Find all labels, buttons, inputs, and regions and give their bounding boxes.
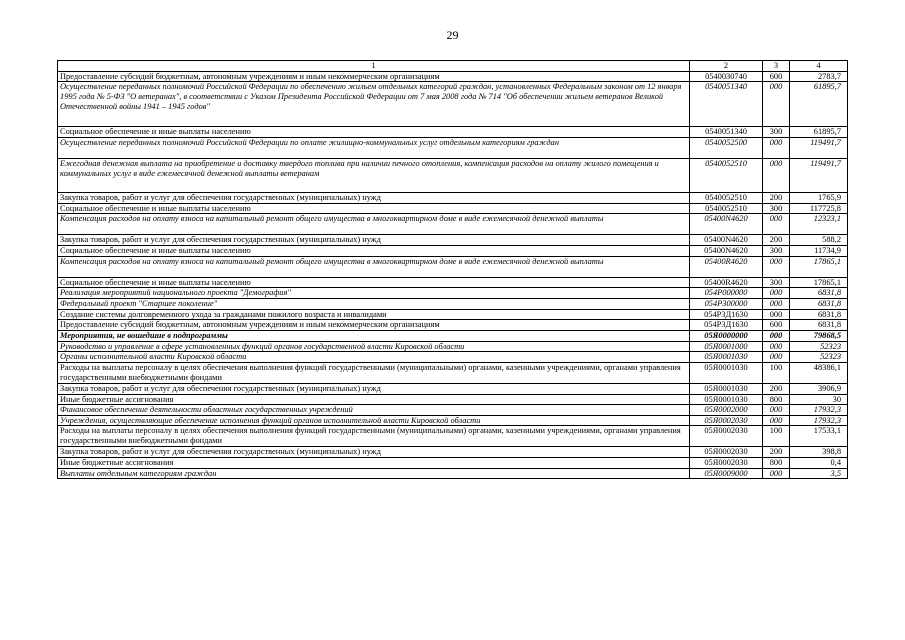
header-col-3: 3 [763,61,790,72]
row-amount-cell: 12323,1 [790,214,848,235]
row-type-cell: 100 [763,426,790,447]
row-type-cell: 000 [763,405,790,416]
table-row [58,320,848,331]
row-type-cell: 800 [763,458,790,469]
header-col-1: 1 [58,61,690,72]
row-amount-cell: 52323 [790,352,848,363]
row-amount-cell: 0,4 [790,458,848,469]
row-code-cell: 0540030740 [690,71,763,82]
row-type-cell: 000 [763,415,790,426]
row-name-cell: Органы исполнительной власти Кировской области [58,352,690,363]
row-type-cell: 800 [763,394,790,405]
row-name-cell: Закупка товаров, работ и услуг для обеспечения государственных (муниципальных) нужд [58,192,690,203]
row-code-cell: 05Я0001030 [690,394,763,405]
row-amount-cell: 398,8 [790,447,848,458]
row-amount-cell: 6831,8 [790,309,848,320]
row-name-cell: Компенсация расходов на оплату взноса на капитальный ремонт общего имущества в многоквартирном доме в виде ежемесячной денежной выплаты [58,256,690,277]
table-row [58,330,848,341]
table-row [58,394,848,405]
row-name-cell: Мероприятия, не вошедшие в подпрограммы [58,330,690,341]
row-amount-cell: 6831,8 [790,288,848,299]
row-amount-cell: 79868,5 [790,330,848,341]
row-name-cell: Социальное обеспечение и иные выплаты населению [58,277,690,288]
row-amount-cell: 119491,7 [790,158,848,192]
row-name-cell: Ежегодная денежная выплата на приобретение и доставку твердого топлива при наличии печного отопления, компенсация расходов на оплату жилого помещения и коммунальных услуг в виде ежемесячной денежной выплаты ветеранам [58,158,690,192]
table-row [58,82,848,127]
row-code-cell: 05Я0001030 [690,352,763,363]
row-type-cell: 000 [763,341,790,352]
table-row [58,137,848,158]
row-name-cell: Расходы на выплаты персоналу в целях обеспечения выполнения функций государственными (муниципальными) органами, казенными учреждениями, органами управления государственными внебюджетными фондами [58,426,690,447]
row-code-cell: 05400N4620 [690,245,763,256]
table-row [58,214,848,235]
row-type-cell: 200 [763,235,790,246]
row-type-cell: 000 [763,256,790,277]
table-row [58,341,848,352]
row-amount-cell: 588,2 [790,235,848,246]
table-row [58,127,848,138]
row-amount-cell: 3906,9 [790,383,848,394]
table-row [58,71,848,82]
row-type-cell: 000 [763,352,790,363]
row-code-cell: 0540052510 [690,158,763,192]
table-row [58,158,848,192]
row-code-cell: 0540052510 [690,203,763,214]
row-type-cell: 200 [763,192,790,203]
header-col-2: 2 [690,61,763,72]
row-amount-cell: 2783,7 [790,71,848,82]
row-type-cell: 300 [763,203,790,214]
row-code-cell: 05Я0001030 [690,362,763,383]
table-header-row [58,61,848,72]
row-code-cell: 054P300000 [690,298,763,309]
row-code-cell: 0540052500 [690,137,763,158]
row-code-cell: 054P000000 [690,288,763,299]
row-type-cell: 000 [763,298,790,309]
row-name-cell: Иные бюджетные ассигнования [58,458,690,469]
row-code-cell: 05400R4620 [690,256,763,277]
row-code-cell: 0540052510 [690,192,763,203]
row-amount-cell: 17533,1 [790,426,848,447]
row-code-cell: 0540051340 [690,82,763,127]
row-type-cell: 000 [763,214,790,235]
row-type-cell: 300 [763,127,790,138]
row-amount-cell: 117725,8 [790,203,848,214]
row-type-cell: 000 [763,158,790,192]
row-type-cell: 600 [763,71,790,82]
row-name-cell: Социальное обеспечение и иные выплаты населению [58,127,690,138]
row-name-cell: Осуществление переданных полномочий Российской Федерации по обеспечению жильем отдельных категорий граждан, установленных Федеральным законом от 12 января 1995 года № 5-ФЗ "О ветеранах", в соответствии с Указом Президента Российской Федерации от 7 мая 2008 года № 714 "Об обеспечении жильем ветеранов Великой Отечественной войны 1941 – 1945 годов" [58,82,690,127]
table-row [58,256,848,277]
row-amount-cell: 52323 [790,341,848,352]
row-amount-cell: 17865,1 [790,277,848,288]
row-name-cell: Предоставление субсидий бюджетным, автономным учреждениям и иным некоммерческим организациям [58,320,690,331]
header-col-4: 4 [790,61,848,72]
table-row [58,192,848,203]
row-type-cell: 100 [763,362,790,383]
row-code-cell: 05400N4620 [690,235,763,246]
row-name-cell: Компенсация расходов на оплату взноса на капитальный ремонт общего имущества в многоквартирном доме в виде ежемесячной денежной выплаты [58,214,690,235]
row-name-cell: Закупка товаров, работ и услуг для обеспечения государственных (муниципальных) нужд [58,235,690,246]
row-amount-cell: 48386,1 [790,362,848,383]
table-row [58,405,848,416]
row-type-cell: 300 [763,245,790,256]
row-name-cell: Руководство и управление в сфере установленных функций органов государственной власти Кировской области [58,341,690,352]
row-code-cell: 05Я0001000 [690,341,763,352]
row-name-cell: Осуществление переданных полномочий Российской Федерации по оплате жилищно-коммунальных услуг отдельным категориям граждан [58,137,690,158]
row-type-cell: 000 [763,137,790,158]
row-name-cell: Иные бюджетные ассигнования [58,394,690,405]
row-type-cell: 000 [763,309,790,320]
row-name-cell: Закупка товаров, работ и услуг для обеспечения государственных (муниципальных) нужд [58,383,690,394]
row-type-cell: 000 [763,330,790,341]
table-row [58,447,848,458]
row-code-cell: 05Я0002000 [690,405,763,416]
row-name-cell: Создание системы долговременного ухода за гражданами пожилого возраста и инвалидами [58,309,690,320]
row-code-cell: 05Я0002030 [690,415,763,426]
table-row [58,458,848,469]
row-amount-cell: 1765,9 [790,192,848,203]
row-amount-cell: 17932,3 [790,415,848,426]
row-type-cell: 200 [763,447,790,458]
row-code-cell: 05Я0002030 [690,447,763,458]
row-amount-cell: 6831,8 [790,298,848,309]
row-code-cell: 054P3Д1630 [690,309,763,320]
row-name-cell: Реализация мероприятий национального проекта "Демография" [58,288,690,299]
table-row [58,362,848,383]
row-name-cell: Выплаты отдельным категориям граждан [58,468,690,479]
row-name-cell: Закупка товаров, работ и услуг для обеспечения государственных (муниципальных) нужд [58,447,690,458]
row-name-cell: Расходы на выплаты персоналу в целях обеспечения выполнения функций государственными (муниципальными) органами, казенными учреждениями, органами управления государственными внебюджетными фондами [58,362,690,383]
row-name-cell: Предоставление субсидий бюджетным, автономным учреждениям и иным некоммерческим организациям [58,71,690,82]
row-amount-cell: 119491,7 [790,137,848,158]
table-row [58,235,848,246]
budget-table [57,60,848,479]
row-name-cell: Учреждения, осуществляющие обеспечение исполнения функций органов исполнительной власти Кировской области [58,415,690,426]
page-number: 29 [446,28,459,42]
row-name-cell: Социальное обеспечение и иные выплаты населению [58,203,690,214]
row-name-cell: Финансовое обеспечение деятельности областных государственных учреждений [58,405,690,416]
table-row [58,203,848,214]
table-row [58,426,848,447]
row-code-cell: 05Я0000000 [690,330,763,341]
row-code-cell: 05400N4620 [690,214,763,235]
row-amount-cell: 6831,8 [790,320,848,331]
row-name-cell: Федеральный проект "Старшее поколение" [58,298,690,309]
row-amount-cell: 30 [790,394,848,405]
table-row [58,415,848,426]
row-amount-cell: 61895,7 [790,127,848,138]
table-row [58,298,848,309]
row-amount-cell: 17865,1 [790,256,848,277]
row-amount-cell: 3,5 [790,468,848,479]
row-amount-cell: 17932,3 [790,405,848,416]
row-code-cell: 05Я0001030 [690,383,763,394]
table-row [58,383,848,394]
row-code-cell: 0540051340 [690,127,763,138]
row-name-cell: Социальное обеспечение и иные выплаты населению [58,245,690,256]
table-row [58,245,848,256]
table-row [58,288,848,299]
row-type-cell: 600 [763,320,790,331]
row-type-cell: 000 [763,288,790,299]
row-code-cell: 054P3Д1630 [690,320,763,331]
row-amount-cell: 11734,9 [790,245,848,256]
row-type-cell: 300 [763,277,790,288]
table-row [58,352,848,363]
row-code-cell: 05400R4620 [690,277,763,288]
row-code-cell: 05Я0002030 [690,426,763,447]
row-code-cell: 05Я0009000 [690,468,763,479]
row-type-cell: 000 [763,468,790,479]
row-amount-cell: 61895,7 [790,82,848,127]
row-code-cell: 05Я0002030 [690,458,763,469]
row-type-cell: 000 [763,82,790,127]
table-row [58,277,848,288]
table-row [58,468,848,479]
table-row [58,309,848,320]
row-type-cell: 200 [763,383,790,394]
